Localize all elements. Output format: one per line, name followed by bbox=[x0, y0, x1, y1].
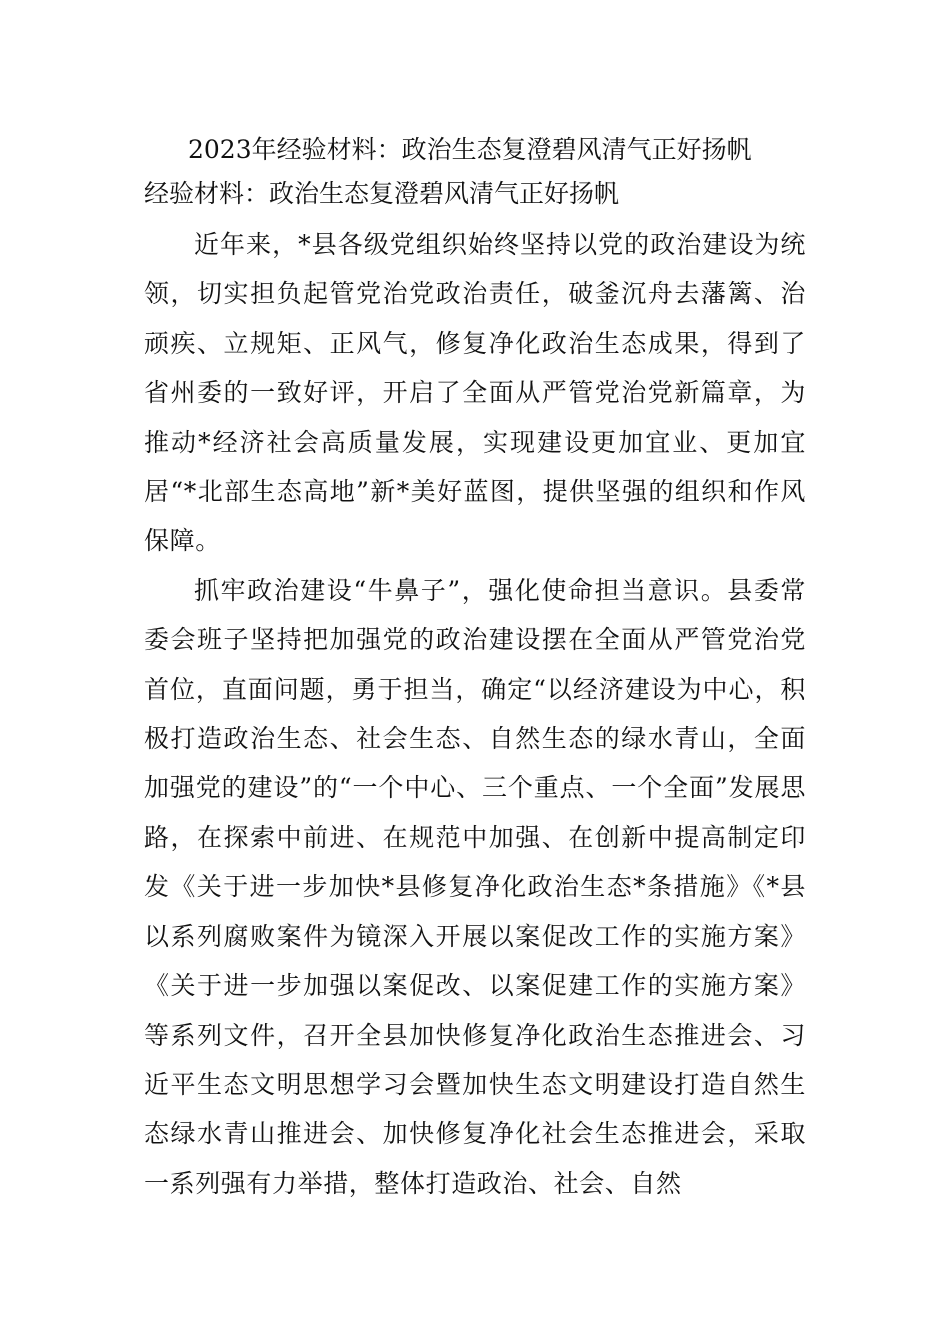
document-body bbox=[144, 128, 806, 1208]
document-subtitle: 经验材料：政治生态复澄碧风清气正好扬帆 bbox=[144, 179, 620, 208]
paragraph-political-construction: 抓牢政治建设“牛鼻子”，强化使命担当意识。县委常委会班子坚持把加强党的政治建设摆在全面从严管党治党首位，直面问题，勇于担当，确定“以经济建设为中心，积极打造政治生态、社会生态、自然生态的绿水青山，全面加强党的建设”的“一个中心、三个重点、一个全面”发展思路，在探索中前进、在规范中加强、在创新中提高制定印发《关于进一步加快*县修复净化政治生态*条措施》《*县以系列腐败案件为镜深入开展以案促改工作的实施方案》《关于进一步加强以案促改、以案促建工作的实施方案》等系列文件，召开全县加快修复净化政治生态推进会、习近平生态文明思想学习会暨加快生态文明建设打造自然生态绿水青山推进会、加快修复净化社会生态推进会，采取一系列强有力举措，整体打造政治、社会、自然 bbox=[144, 575, 806, 1198]
document-title: 2023年经验材料：政治生态复澄碧风清气正好扬帆 bbox=[188, 135, 752, 164]
paragraph-intro: 近年来，*县各级党组织始终坚持以党的政治建设为统领，切实担负起管党治党政治责任，破釜沉舟去藩篱、治顽疾、立规矩、正风气，修复净化政治生态成果，得到了省州委的一致好评，开启了全面从严管党治党新篇章，为推动*经济社会高质量发展，实现建设更加宜业、更加宜居“*北部生态高地”新*美好蓝图，提供坚强的组织和作风保障。 bbox=[144, 230, 806, 556]
